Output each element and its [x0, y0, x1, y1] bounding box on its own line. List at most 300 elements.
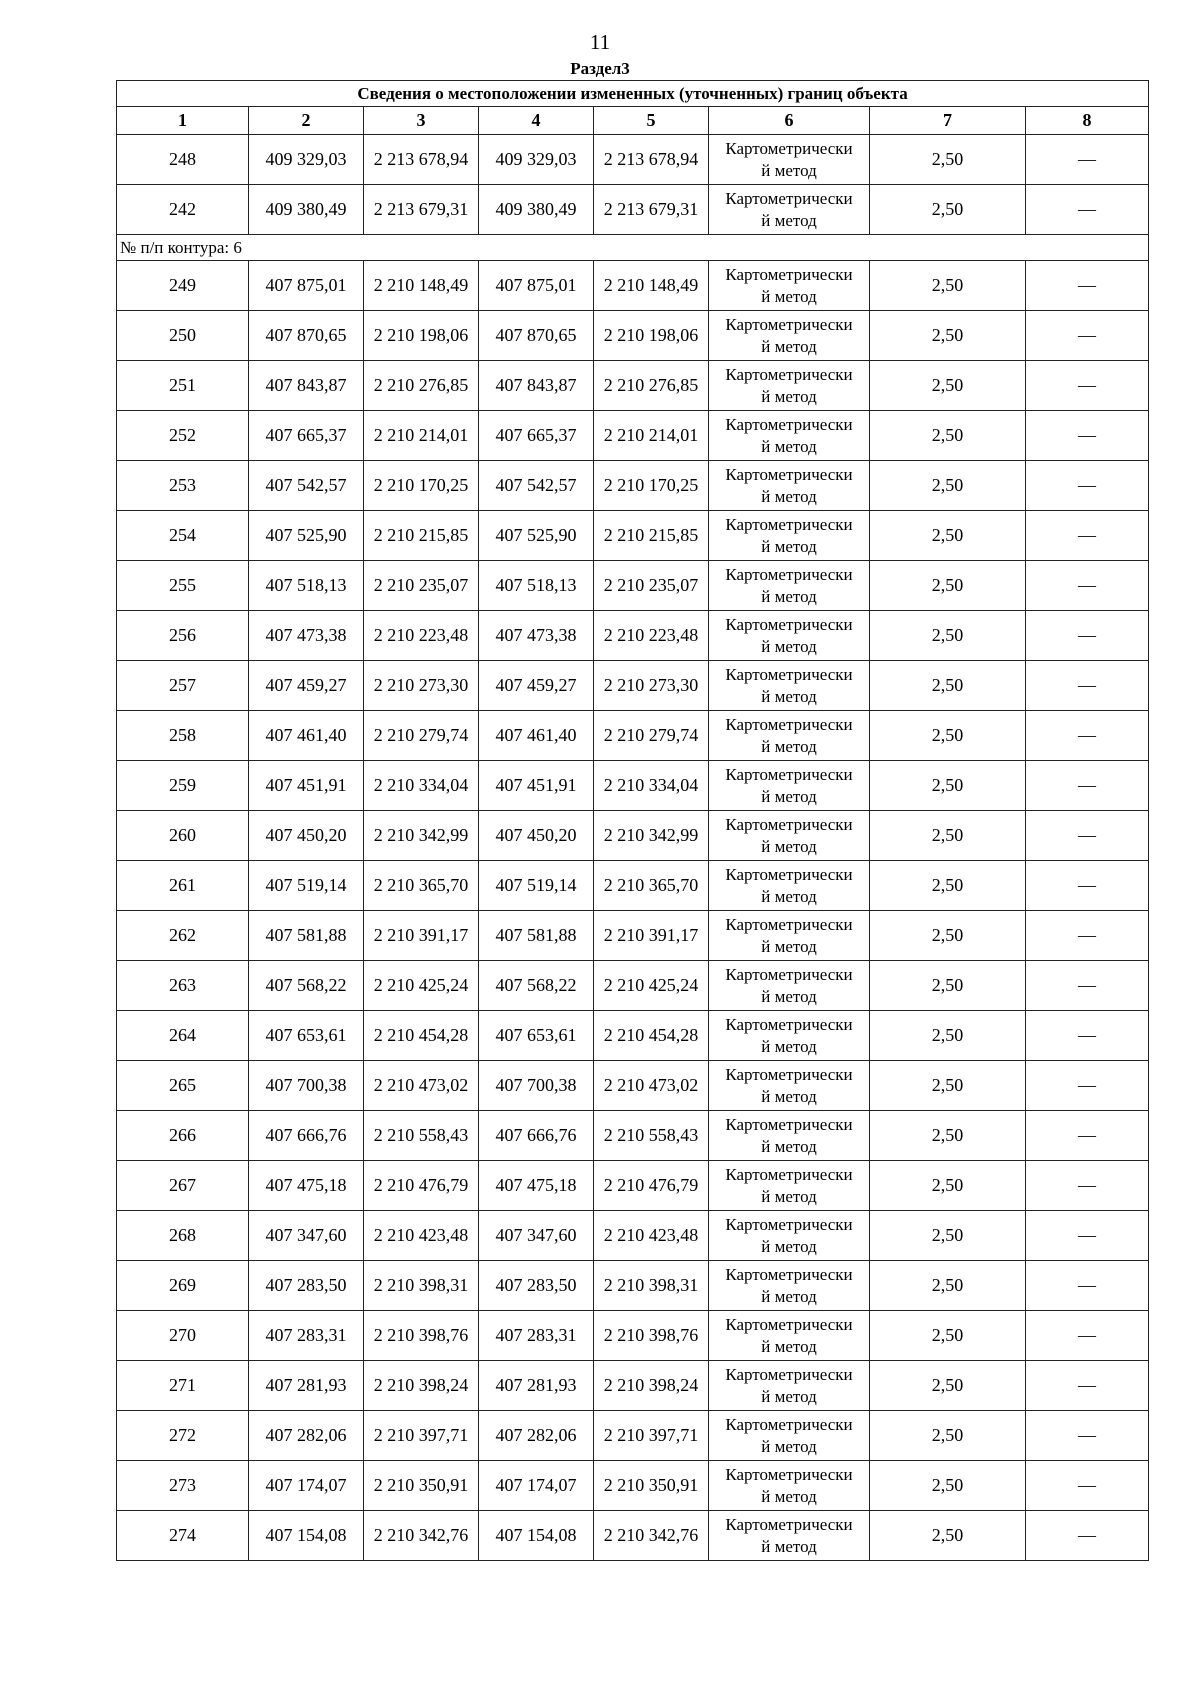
- table-row: [117, 661, 1149, 711]
- column-header: 5: [594, 107, 709, 135]
- method-line-1: Картометрически: [725, 1264, 853, 1284]
- cell-y1: 2 210 342,76: [364, 1511, 479, 1561]
- method-line-2: й метод: [761, 336, 817, 356]
- cell-method: [709, 1361, 870, 1411]
- cell-y1: 2 213 678,94: [364, 135, 479, 185]
- cell-x2: 407 653,61: [479, 1011, 594, 1061]
- table-row: [117, 185, 1149, 235]
- table-row: [117, 961, 1149, 1011]
- cell-method: [709, 711, 870, 761]
- table-caption: Сведения о местоположении измененных (уточненных) границ объекта: [117, 81, 1149, 107]
- cell-y2: 2 210 398,24: [594, 1361, 709, 1411]
- cell-y1: 2 210 398,76: [364, 1311, 479, 1361]
- cell-n: 264: [117, 1011, 249, 1061]
- cell-acc: 2,50: [870, 1311, 1026, 1361]
- method-line-2: й метод: [761, 1486, 817, 1506]
- cell-n: 271: [117, 1361, 249, 1411]
- method-line-2: й метод: [761, 786, 817, 806]
- cell-desc: —: [1026, 561, 1149, 611]
- method-line-2: й метод: [761, 436, 817, 456]
- cell-y1: 2 210 350,91: [364, 1461, 479, 1511]
- cell-y2: 2 210 454,28: [594, 1011, 709, 1061]
- table-row: [117, 611, 1149, 661]
- cell-desc: —: [1026, 311, 1149, 361]
- method-line-2: й метод: [761, 486, 817, 506]
- cell-y2: 2 210 365,70: [594, 861, 709, 911]
- cell-n: 256: [117, 611, 249, 661]
- cell-y2: 2 210 350,91: [594, 1461, 709, 1511]
- cell-acc: 2,50: [870, 561, 1026, 611]
- cell-y1: 2 210 397,71: [364, 1411, 479, 1461]
- cell-acc: 2,50: [870, 1061, 1026, 1111]
- cell-desc: —: [1026, 1511, 1149, 1561]
- cell-x1: 407 283,31: [249, 1311, 364, 1361]
- cell-y2: 2 213 679,31: [594, 185, 709, 235]
- cell-desc: —: [1026, 135, 1149, 185]
- cell-acc: 2,50: [870, 311, 1026, 361]
- cell-x1: 407 542,57: [249, 461, 364, 511]
- cell-n: 273: [117, 1461, 249, 1511]
- table-row: [117, 711, 1149, 761]
- column-header: 6: [709, 107, 870, 135]
- cell-method: [709, 411, 870, 461]
- cell-n: 270: [117, 1311, 249, 1361]
- cell-y1: 2 210 391,17: [364, 911, 479, 961]
- cell-y2: 2 210 473,02: [594, 1061, 709, 1111]
- cell-n: 253: [117, 461, 249, 511]
- cell-acc: 2,50: [870, 135, 1026, 185]
- cell-method: [709, 761, 870, 811]
- table-row: [117, 261, 1149, 311]
- column-header: 3: [364, 107, 479, 135]
- cell-desc: —: [1026, 761, 1149, 811]
- cell-y2: 2 210 148,49: [594, 261, 709, 311]
- method-line-1: Картометрически: [725, 1214, 853, 1234]
- method-line-2: й метод: [761, 1136, 817, 1156]
- method-line-2: й метод: [761, 536, 817, 556]
- cell-desc: —: [1026, 1011, 1149, 1061]
- method-line-2: й метод: [761, 836, 817, 856]
- cell-x2: 407 875,01: [479, 261, 594, 311]
- cell-method: [709, 661, 870, 711]
- cell-method: [709, 461, 870, 511]
- cell-desc: —: [1026, 1461, 1149, 1511]
- cell-n: 263: [117, 961, 249, 1011]
- column-header: 2: [249, 107, 364, 135]
- column-header: 4: [479, 107, 594, 135]
- cell-x1: 407 875,01: [249, 261, 364, 311]
- cell-x1: 407 870,65: [249, 311, 364, 361]
- method-line-1: Картометрически: [725, 264, 853, 284]
- cell-desc: —: [1026, 1211, 1149, 1261]
- method-line-1: Картометрически: [725, 614, 853, 634]
- method-line-1: Картометрически: [725, 188, 853, 208]
- method-line-1: Картометрически: [725, 364, 853, 384]
- cell-x1: 409 380,49: [249, 185, 364, 235]
- cell-x2: 407 451,91: [479, 761, 594, 811]
- method-line-2: й метод: [761, 936, 817, 956]
- cell-y2: 2 210 276,85: [594, 361, 709, 411]
- method-line-1: Картометрически: [725, 464, 853, 484]
- table-row: [117, 561, 1149, 611]
- cell-desc: —: [1026, 185, 1149, 235]
- cell-desc: —: [1026, 811, 1149, 861]
- cell-y2: 2 210 279,74: [594, 711, 709, 761]
- cell-x2: 407 459,27: [479, 661, 594, 711]
- section-title: Раздел3: [570, 59, 630, 78]
- cell-y2: 2 210 170,25: [594, 461, 709, 511]
- cell-desc: —: [1026, 261, 1149, 311]
- cell-y2: 2 210 398,76: [594, 1311, 709, 1361]
- cell-x2: 407 843,87: [479, 361, 594, 411]
- cell-method: [709, 911, 870, 961]
- cell-acc: 2,50: [870, 361, 1026, 411]
- method-line-1: Картометрически: [725, 1014, 853, 1034]
- cell-acc: 2,50: [870, 185, 1026, 235]
- cell-method: [709, 961, 870, 1011]
- cell-n: 255: [117, 561, 249, 611]
- cell-n: 242: [117, 185, 249, 235]
- cell-method: [709, 185, 870, 235]
- cell-acc: 2,50: [870, 1211, 1026, 1261]
- cell-method: [709, 561, 870, 611]
- cell-n: 248: [117, 135, 249, 185]
- cell-n: 250: [117, 311, 249, 361]
- table-row: [117, 1261, 1149, 1311]
- cell-method: [709, 135, 870, 185]
- cell-desc: —: [1026, 411, 1149, 461]
- cell-desc: —: [1026, 861, 1149, 911]
- method-line-1: Картометрически: [725, 414, 853, 434]
- cell-x2: 407 461,40: [479, 711, 594, 761]
- table-row: [117, 1311, 1149, 1361]
- cell-x1: 407 665,37: [249, 411, 364, 461]
- cell-y2: 2 210 198,06: [594, 311, 709, 361]
- method-line-1: Картометрически: [725, 664, 853, 684]
- cell-acc: 2,50: [870, 1011, 1026, 1061]
- cell-x2: 407 518,13: [479, 561, 594, 611]
- cell-y1: 2 210 398,24: [364, 1361, 479, 1411]
- cell-acc: 2,50: [870, 411, 1026, 461]
- cell-x1: 407 282,06: [249, 1411, 364, 1461]
- cell-y2: 2 210 215,85: [594, 511, 709, 561]
- cell-y2: 2 210 214,01: [594, 411, 709, 461]
- cell-y1: 2 210 425,24: [364, 961, 479, 1011]
- cell-y1: 2 210 223,48: [364, 611, 479, 661]
- cell-method: [709, 1161, 870, 1211]
- table-row: [117, 761, 1149, 811]
- cell-y1: 2 210 454,28: [364, 1011, 479, 1061]
- cell-x2: 407 347,60: [479, 1211, 594, 1261]
- cell-desc: —: [1026, 1361, 1149, 1411]
- cell-desc: —: [1026, 1261, 1149, 1311]
- cell-x1: 407 450,20: [249, 811, 364, 861]
- cell-x1: 407 281,93: [249, 1361, 364, 1411]
- column-header: 7: [870, 107, 1026, 135]
- cell-x2: 407 174,07: [479, 1461, 594, 1511]
- cell-n: 249: [117, 261, 249, 311]
- method-line-1: Картометрически: [725, 1114, 853, 1134]
- method-line-2: й метод: [761, 1186, 817, 1206]
- cell-desc: —: [1026, 361, 1149, 411]
- cell-desc: —: [1026, 611, 1149, 661]
- cell-y2: 2 210 398,31: [594, 1261, 709, 1311]
- method-line-1: Картометрически: [725, 564, 853, 584]
- cell-desc: —: [1026, 1111, 1149, 1161]
- cell-x2: 407 568,22: [479, 961, 594, 1011]
- method-line-1: Картометрически: [725, 1314, 853, 1334]
- cell-method: [709, 361, 870, 411]
- cell-y2: 2 210 391,17: [594, 911, 709, 961]
- cell-method: [709, 1011, 870, 1061]
- table-row: [117, 861, 1149, 911]
- cell-desc: —: [1026, 661, 1149, 711]
- cell-y1: 2 210 365,70: [364, 861, 479, 911]
- cell-x1: 407 283,50: [249, 1261, 364, 1311]
- cell-acc: 2,50: [870, 811, 1026, 861]
- cell-y1: 2 210 198,06: [364, 311, 479, 361]
- cell-acc: 2,50: [870, 1461, 1026, 1511]
- cell-y1: 2 210 215,85: [364, 511, 479, 561]
- method-line-1: Картометрически: [725, 914, 853, 934]
- cell-method: [709, 1211, 870, 1261]
- cell-n: 266: [117, 1111, 249, 1161]
- method-line-1: Картометрически: [725, 138, 853, 158]
- cell-acc: 2,50: [870, 611, 1026, 661]
- cell-y1: 2 210 398,31: [364, 1261, 479, 1311]
- cell-acc: 2,50: [870, 1161, 1026, 1211]
- cell-acc: 2,50: [870, 711, 1026, 761]
- cell-n: 251: [117, 361, 249, 411]
- cell-x2: 407 282,06: [479, 1411, 594, 1461]
- cell-method: [709, 261, 870, 311]
- table-row: [117, 461, 1149, 511]
- cell-x2: 407 281,93: [479, 1361, 594, 1411]
- cell-y1: 2 210 235,07: [364, 561, 479, 611]
- cell-method: [709, 1411, 870, 1461]
- cell-x1: 407 518,13: [249, 561, 364, 611]
- method-line-1: Картометрически: [725, 764, 853, 784]
- cell-x2: 407 283,31: [479, 1311, 594, 1361]
- cell-method: [709, 1511, 870, 1561]
- cell-desc: —: [1026, 1311, 1149, 1361]
- cell-y2: 2 210 223,48: [594, 611, 709, 661]
- cell-x1: 407 347,60: [249, 1211, 364, 1261]
- cell-acc: 2,50: [870, 911, 1026, 961]
- cell-desc: —: [1026, 1161, 1149, 1211]
- cell-y2: 2 213 678,94: [594, 135, 709, 185]
- method-line-2: й метод: [761, 286, 817, 306]
- cell-x2: 407 519,14: [479, 861, 594, 911]
- cell-x2: 407 665,37: [479, 411, 594, 461]
- cell-y1: 2 210 423,48: [364, 1211, 479, 1261]
- contour-label: № п/п контура: 6: [117, 235, 1149, 261]
- table-row: [117, 1461, 1149, 1511]
- cell-x1: 407 519,14: [249, 861, 364, 911]
- table-row: [117, 1361, 1149, 1411]
- table-row: [117, 1411, 1149, 1461]
- method-line-2: й метод: [761, 1286, 817, 1306]
- cell-y2: 2 210 423,48: [594, 1211, 709, 1261]
- cell-desc: —: [1026, 961, 1149, 1011]
- table-caption-row: [117, 81, 1149, 107]
- cell-y1: 2 210 473,02: [364, 1061, 479, 1111]
- cell-method: [709, 1461, 870, 1511]
- cell-x1: 407 451,91: [249, 761, 364, 811]
- cell-x1: 407 473,38: [249, 611, 364, 661]
- table-body: [117, 135, 1149, 1561]
- cell-x1: 407 154,08: [249, 1511, 364, 1561]
- cell-x2: 407 542,57: [479, 461, 594, 511]
- cell-acc: 2,50: [870, 961, 1026, 1011]
- cell-x1: 407 653,61: [249, 1011, 364, 1061]
- method-line-1: Картометрически: [725, 964, 853, 984]
- cell-x2: 407 870,65: [479, 311, 594, 361]
- cell-acc: 2,50: [870, 761, 1026, 811]
- cell-x2: 407 581,88: [479, 911, 594, 961]
- cell-x2: 407 154,08: [479, 1511, 594, 1561]
- cell-y1: 2 210 342,99: [364, 811, 479, 861]
- cell-x1: 407 475,18: [249, 1161, 364, 1211]
- cell-x2: 409 329,03: [479, 135, 594, 185]
- method-line-1: Картометрически: [725, 1164, 853, 1184]
- method-line-2: й метод: [761, 386, 817, 406]
- cell-desc: —: [1026, 461, 1149, 511]
- cell-method: [709, 311, 870, 361]
- cell-y1: 2 213 679,31: [364, 185, 479, 235]
- cell-method: [709, 1261, 870, 1311]
- cell-y2: 2 210 425,24: [594, 961, 709, 1011]
- method-line-2: й метод: [761, 1036, 817, 1056]
- method-line-1: Картометрически: [725, 814, 853, 834]
- cell-x2: 407 525,90: [479, 511, 594, 561]
- method-line-1: Картометрически: [725, 1064, 853, 1084]
- cell-acc: 2,50: [870, 1261, 1026, 1311]
- table-row: [117, 1111, 1149, 1161]
- cell-n: 269: [117, 1261, 249, 1311]
- cell-y2: 2 210 558,43: [594, 1111, 709, 1161]
- cell-method: [709, 1111, 870, 1161]
- cell-n: 259: [117, 761, 249, 811]
- cell-n: 257: [117, 661, 249, 711]
- method-line-2: й метод: [761, 986, 817, 1006]
- cell-x1: 407 666,76: [249, 1111, 364, 1161]
- cell-x2: 409 380,49: [479, 185, 594, 235]
- table-row: [117, 811, 1149, 861]
- table-row: [117, 1511, 1149, 1561]
- cell-acc: 2,50: [870, 261, 1026, 311]
- table-row: [117, 1011, 1149, 1061]
- cell-method: [709, 1061, 870, 1111]
- method-line-2: й метод: [761, 210, 817, 230]
- table-row: [117, 135, 1149, 185]
- cell-x2: 407 666,76: [479, 1111, 594, 1161]
- table-row: [117, 411, 1149, 461]
- cell-acc: 2,50: [870, 1411, 1026, 1461]
- cell-y1: 2 210 334,04: [364, 761, 479, 811]
- cell-n: 252: [117, 411, 249, 461]
- cell-y1: 2 210 276,85: [364, 361, 479, 411]
- method-line-1: Картометрически: [725, 1464, 853, 1484]
- method-line-1: Картометрически: [725, 514, 853, 534]
- method-line-2: й метод: [761, 1236, 817, 1256]
- cell-y1: 2 210 273,30: [364, 661, 479, 711]
- cell-x2: 407 700,38: [479, 1061, 594, 1111]
- method-line-2: й метод: [761, 160, 817, 180]
- table-row: [117, 1211, 1149, 1261]
- cell-n: 267: [117, 1161, 249, 1211]
- cell-desc: —: [1026, 511, 1149, 561]
- cell-y2: 2 210 342,99: [594, 811, 709, 861]
- cell-acc: 2,50: [870, 1511, 1026, 1561]
- page-number: 11: [589, 30, 611, 54]
- cell-n: 268: [117, 1211, 249, 1261]
- cell-x1: 407 843,87: [249, 361, 364, 411]
- cell-x2: 407 473,38: [479, 611, 594, 661]
- cell-y1: 2 210 476,79: [364, 1161, 479, 1211]
- cell-y2: 2 210 397,71: [594, 1411, 709, 1461]
- cell-y1: 2 210 214,01: [364, 411, 479, 461]
- cell-n: 262: [117, 911, 249, 961]
- table-row: [117, 1061, 1149, 1111]
- cell-n: 254: [117, 511, 249, 561]
- cell-method: [709, 811, 870, 861]
- cell-n: 265: [117, 1061, 249, 1111]
- cell-y2: 2 210 273,30: [594, 661, 709, 711]
- cell-x2: 407 283,50: [479, 1261, 594, 1311]
- contour-row: [117, 235, 1149, 261]
- cell-y1: 2 210 170,25: [364, 461, 479, 511]
- cell-x1: 407 174,07: [249, 1461, 364, 1511]
- method-line-2: й метод: [761, 1536, 817, 1556]
- cell-x1: 407 581,88: [249, 911, 364, 961]
- cell-y2: 2 210 334,04: [594, 761, 709, 811]
- cell-y1: 2 210 148,49: [364, 261, 479, 311]
- cell-desc: —: [1026, 911, 1149, 961]
- cell-x1: 407 461,40: [249, 711, 364, 761]
- cell-acc: 2,50: [870, 511, 1026, 561]
- column-header-row: [117, 107, 1149, 135]
- cell-x2: 407 475,18: [479, 1161, 594, 1211]
- cell-n: 274: [117, 1511, 249, 1561]
- column-header: 1: [117, 107, 249, 135]
- cell-n: 258: [117, 711, 249, 761]
- table-row: [117, 361, 1149, 411]
- cell-y2: 2 210 476,79: [594, 1161, 709, 1211]
- table-row: [117, 1161, 1149, 1211]
- cell-method: [709, 511, 870, 561]
- cell-acc: 2,50: [870, 661, 1026, 711]
- table-row: [117, 511, 1149, 561]
- table-row: [117, 911, 1149, 961]
- cell-method: [709, 1311, 870, 1361]
- method-line-2: й метод: [761, 1436, 817, 1456]
- method-line-2: й метод: [761, 886, 817, 906]
- cell-x1: 407 568,22: [249, 961, 364, 1011]
- cell-n: 260: [117, 811, 249, 861]
- cell-desc: —: [1026, 1061, 1149, 1111]
- cell-y2: 2 210 342,76: [594, 1511, 709, 1561]
- method-line-2: й метод: [761, 1336, 817, 1356]
- method-line-1: Картометрически: [725, 864, 853, 884]
- cell-n: 272: [117, 1411, 249, 1461]
- cell-acc: 2,50: [870, 461, 1026, 511]
- method-line-1: Картометрически: [725, 1414, 853, 1434]
- method-line-2: й метод: [761, 736, 817, 756]
- cell-y1: 2 210 558,43: [364, 1111, 479, 1161]
- table-row: [117, 311, 1149, 361]
- cell-x1: 407 700,38: [249, 1061, 364, 1111]
